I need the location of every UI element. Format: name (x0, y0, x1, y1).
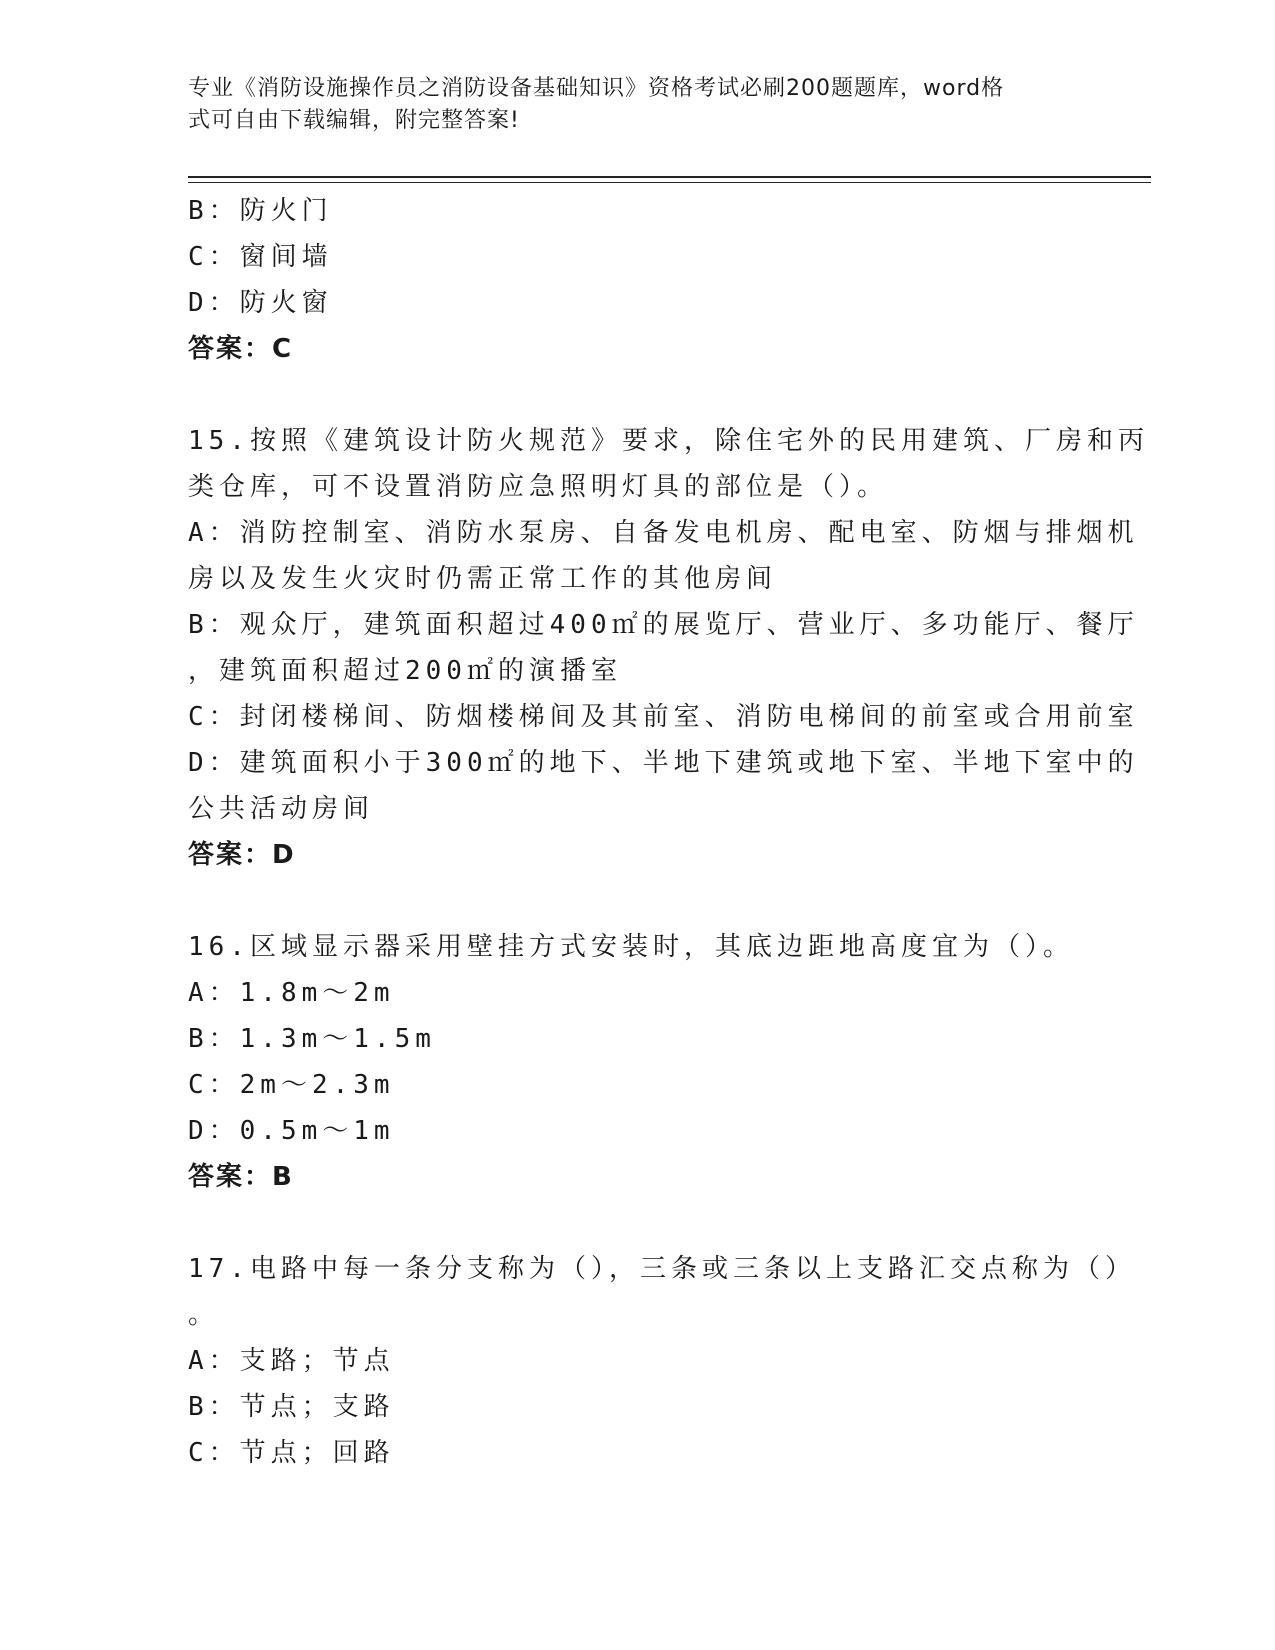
q14-answer: 答案：C (188, 334, 294, 364)
q17-stem-line-2: 。 (188, 1300, 220, 1330)
question-16 (188, 924, 1088, 1200)
spacer (188, 372, 1088, 418)
q15-answer: 答案：D (188, 840, 296, 870)
q15-stem-line-1: 15.按照《建筑设计防火规范》要求，除住宅外的民用建筑、厂房和丙 (188, 426, 1149, 456)
q14-option-b: B：防火门 (188, 196, 333, 226)
q15-option-b-line-2: ，建筑面积超过200㎡的演播室 (188, 656, 622, 686)
q17-option-b: B：节点；支路 (188, 1392, 395, 1422)
header-divider-thin (188, 182, 1151, 183)
spacer (188, 1200, 1088, 1246)
q15-option-d-line-1: D：建筑面积小于300㎡的地下、半地下建筑或地下室、半地下室中的 (188, 748, 1139, 778)
document-header (188, 73, 1088, 137)
q15-option-c: C：封闭楼梯间、防烟楼梯间及其前室、消防电梯间的前室或合用前室 (188, 702, 1139, 732)
q14-option-d: D：防火窗 (188, 288, 333, 318)
question-list (188, 188, 1149, 1476)
question-17 (188, 1246, 1136, 1476)
q17-stem-line-1: 17.电路中每一条分支称为（），三条或三条以上支路汇交点称为（） (188, 1254, 1136, 1284)
q15-option-d-line-2: 公共活动房间 (188, 794, 375, 824)
header-line-2: 式可自由下载编辑，附完整答案! (188, 108, 520, 133)
q16-stem: 16.区域显示器采用壁挂方式安装时，其底边距地高度宜为（）。 (188, 932, 1074, 962)
question-15 (188, 418, 1149, 878)
header-divider-thick (188, 176, 1151, 178)
q16-answer: 答案：B (188, 1162, 294, 1192)
q17-option-a: A：支路；节点 (188, 1346, 395, 1376)
q16-option-c: C：2m～2.3m (188, 1070, 395, 1100)
q15-option-a-line-1: A：消防控制室、消防水泵房、自备发电机房、配电室、防烟与排烟机 (188, 518, 1139, 548)
spacer (188, 878, 1088, 924)
q16-option-d: D：0.5m～1m (188, 1116, 395, 1146)
q15-option-a-line-2: 房以及发生火灾时仍需正常工作的其他房间 (188, 564, 778, 594)
header-line-1: 专业《消防设施操作员之消防设备基础知识》资格考试必刷200题题库，word格 (188, 76, 1005, 101)
q17-option-c: C：节点；回路 (188, 1438, 395, 1468)
q14-option-c: C：窗间墙 (188, 242, 333, 272)
q16-option-b: B：1.3m～1.5m (188, 1024, 436, 1054)
q16-option-a: A：1.8m～2m (188, 978, 395, 1008)
question-14-tail (188, 188, 1088, 372)
q15-option-b-line-1: B：观众厅，建筑面积超过400㎡的展览厅、营业厅、多功能厅、餐厅 (188, 610, 1139, 640)
q15-stem-line-2: 类仓库，可不设置消防应急照明灯具的部位是（）。 (188, 472, 889, 502)
